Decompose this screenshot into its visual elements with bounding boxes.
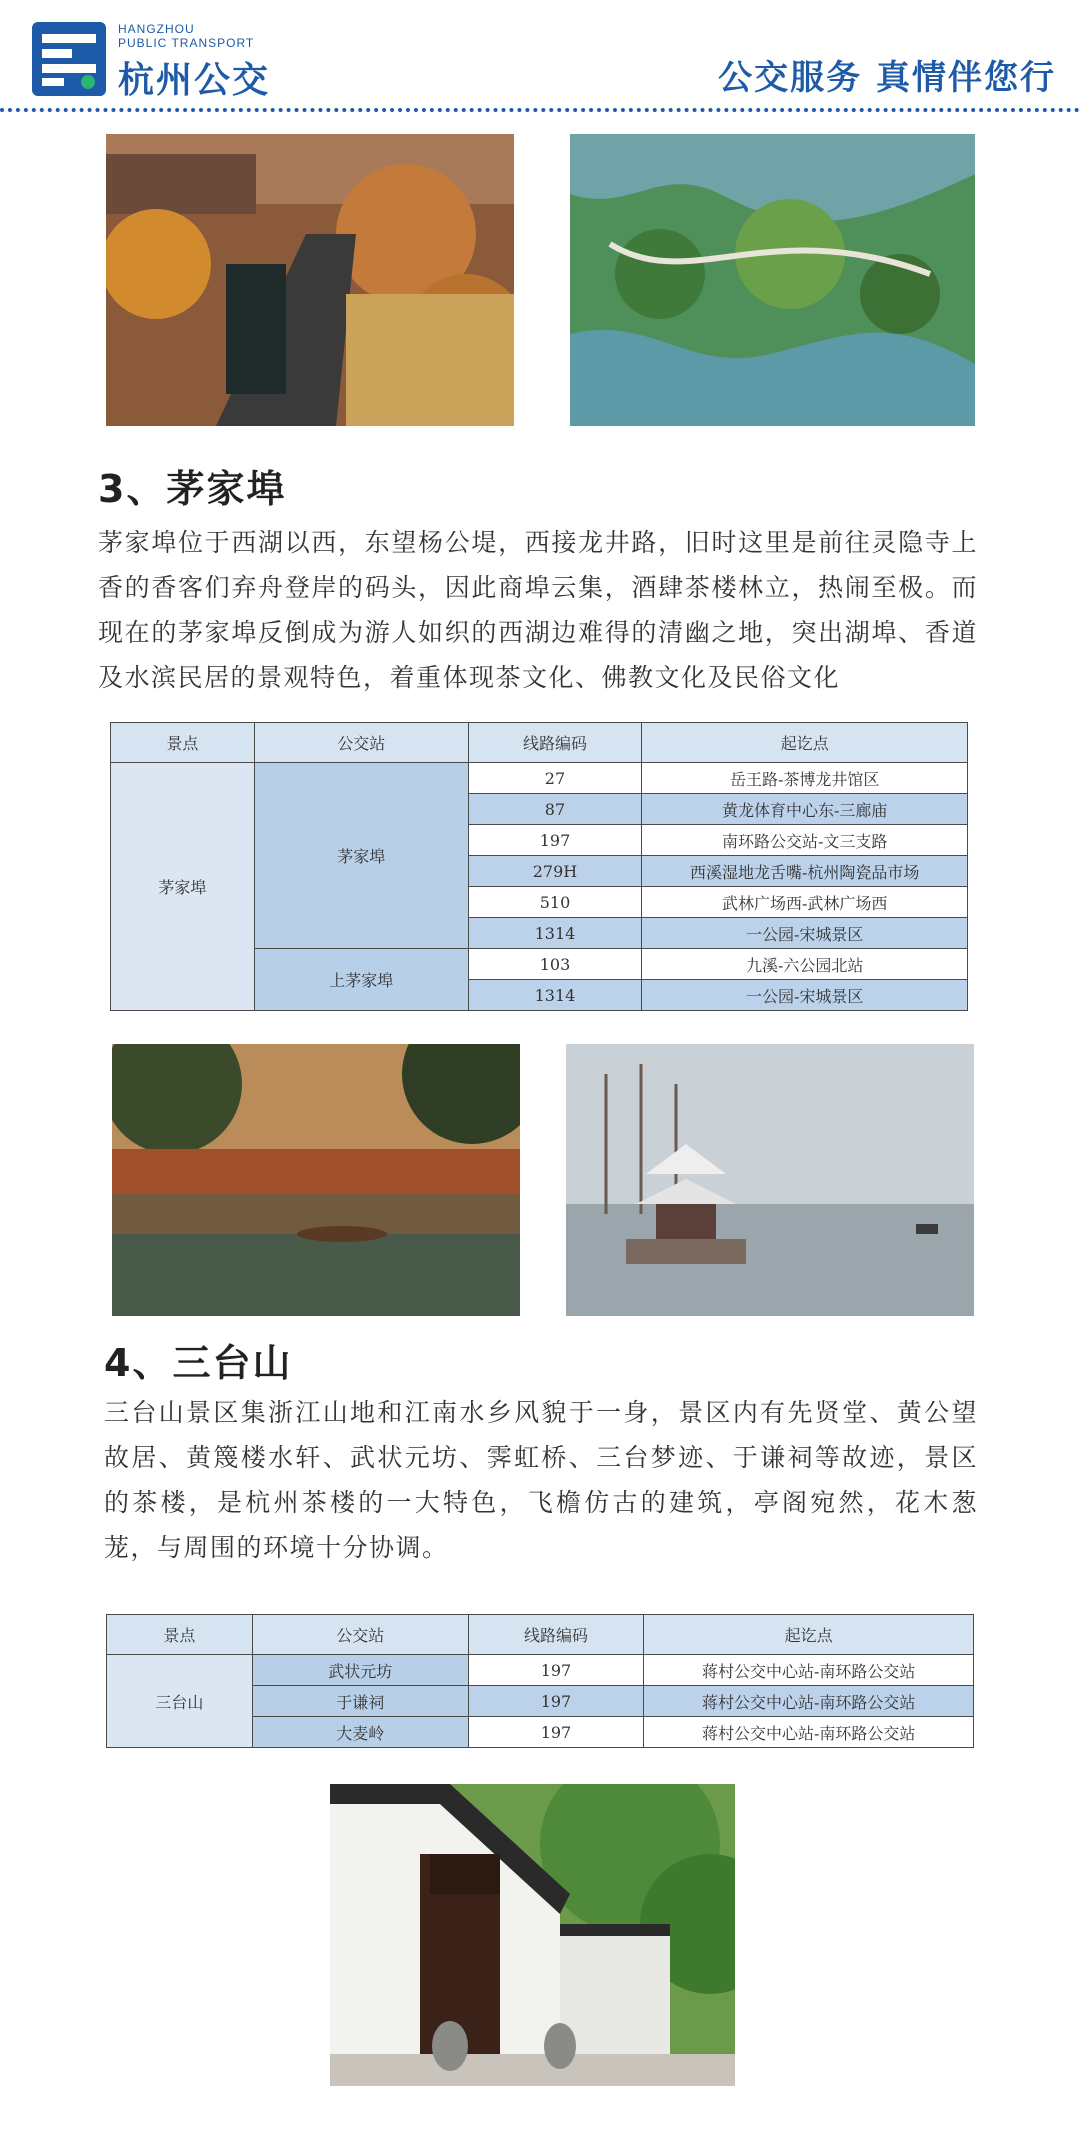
photo-autumn-lake-boat bbox=[112, 1044, 520, 1316]
table-header-route: 起讫点 bbox=[644, 1615, 974, 1655]
table-cell-route: 九溪-六公园北站 bbox=[642, 949, 968, 980]
table-cell-line: 197 bbox=[468, 825, 642, 856]
table-cell-line: 510 bbox=[468, 887, 642, 918]
table-header-spot: 景点 bbox=[111, 723, 255, 763]
table-header-spot: 景点 bbox=[107, 1615, 253, 1655]
table-cell-spot: 茅家埠 bbox=[111, 763, 255, 1011]
photo-yuqian-temple-gate bbox=[330, 1784, 735, 2086]
table-cell-spot: 三台山 bbox=[107, 1655, 253, 1748]
section-paragraph-santaishan: 三台山景区集浙江山地和江南水乡风貌于一身，景区内有先贤堂、黄公望故居、黄篾楼水轩、武状元坊、霁虹桥、三台梦迹、于谦祠等故迹，景区的茶楼，是杭州茶楼的一大特色，飞檐仿古的建筑，亭阁宛然，花木葱茏，与周围的环境十分协调。 bbox=[104, 1398, 978, 1562]
page-header bbox=[0, 0, 1080, 112]
table-cell-line: 87 bbox=[468, 794, 642, 825]
table-cell-route: 一公园-宋城景区 bbox=[642, 918, 968, 949]
route-table-santaishan bbox=[106, 1614, 974, 1748]
table-cell-stop: 大麦岭 bbox=[252, 1717, 468, 1748]
table-cell-stop: 上茅家埠 bbox=[254, 949, 468, 1011]
table-cell-route: 西溪湿地龙舌嘴-杭州陶瓷品市场 bbox=[642, 856, 968, 887]
table-cell-line: 1314 bbox=[468, 980, 642, 1011]
table-cell-route: 蒋村公交中心站-南环路公交站 bbox=[644, 1686, 974, 1717]
section-title-maojiabu: 3、茅家埠 bbox=[98, 467, 287, 511]
table-cell-route: 蒋村公交中心站-南环路公交站 bbox=[644, 1655, 974, 1686]
table-cell-line: 197 bbox=[468, 1686, 644, 1717]
table-cell-route: 蒋村公交中心站-南环路公交站 bbox=[644, 1717, 974, 1748]
header-slogan: 公交服务 真情伴您行 bbox=[718, 58, 1056, 98]
table-header-line: 线路编码 bbox=[468, 1615, 644, 1655]
photo-aerial-garden bbox=[570, 134, 975, 426]
table-cell-line: 279H bbox=[468, 856, 642, 887]
section-paragraph-maojiabu: 茅家埠位于西湖以西，东望杨公堤，西接龙井路，旧时这里是前往灵隐寺上香的香客们弃舟登岸的码头，因此商埠云集，酒肆茶楼林立，热闹至极。而现在的茅家埠反倒成为游人如织的西湖边难得的清幽之地，突出湖埠、香道及水滨民居的景观特色，着重体现茶文化、佛教文化及民俗文化 bbox=[98, 528, 978, 692]
table-cell-route: 黄龙体育中心东-三廊庙 bbox=[642, 794, 968, 825]
table-header-stop: 公交站 bbox=[252, 1615, 468, 1655]
table-cell-route: 一公园-宋城景区 bbox=[642, 980, 968, 1011]
logo-english-line1: HANGZHOU bbox=[118, 22, 195, 36]
table-cell-line: 103 bbox=[468, 949, 642, 980]
route-table-maojiabu bbox=[110, 722, 968, 1011]
table-cell-route: 南环路公交站-文三支路 bbox=[642, 825, 968, 856]
table-cell-route: 岳王路-茶博龙井馆区 bbox=[642, 763, 968, 794]
table-header-stop: 公交站 bbox=[254, 723, 468, 763]
table-cell-stop: 武状元坊 bbox=[252, 1655, 468, 1686]
header-divider bbox=[0, 108, 1080, 112]
table-cell-stop: 于谦祠 bbox=[252, 1686, 468, 1717]
logo-chinese-text: 杭州公交 bbox=[118, 60, 271, 101]
photo-railway-autumn bbox=[106, 134, 514, 426]
table-cell-line: 197 bbox=[468, 1655, 644, 1686]
table-cell-route: 武林广场西-武林广场西 bbox=[642, 887, 968, 918]
hangzhou-bus-logo-icon bbox=[32, 22, 106, 96]
table-cell-line: 1314 bbox=[468, 918, 642, 949]
logo-english-text bbox=[118, 22, 254, 50]
table-header-route: 起讫点 bbox=[642, 723, 968, 763]
table-cell-line: 197 bbox=[468, 1717, 644, 1748]
section-title-santaishan: 4、三台山 bbox=[104, 1341, 293, 1385]
table-header-line: 线路编码 bbox=[468, 723, 642, 763]
logo-english-line2: PUBLIC TRANSPORT bbox=[118, 36, 255, 50]
photo-pavilion-snow-lake bbox=[566, 1044, 974, 1316]
table-cell-line: 27 bbox=[468, 763, 642, 794]
table-cell-stop: 茅家埠 bbox=[254, 763, 468, 949]
